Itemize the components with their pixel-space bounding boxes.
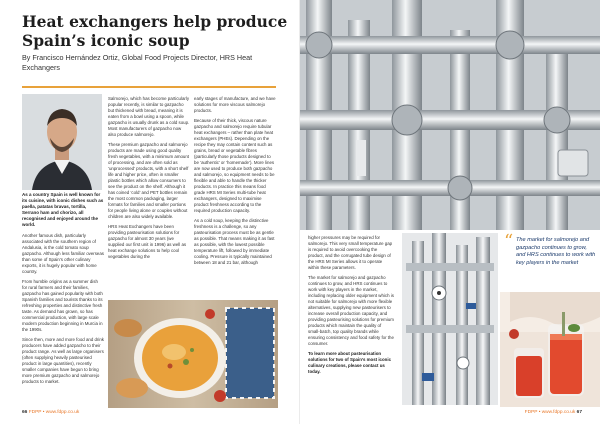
folio-left	[22, 410, 79, 415]
paragraph: These premium gazpacho and salmorejo products are made using good quality fresh vegetables, with a minimum amount of processing, and are often sold as ‘unprocessed’ products, with a short shelf life and higher price, often in smaller plastic bottles which allow consumers to see the product on the shelf. Although it has coined ‘cold’ and PET bottles remain the most common packaging, larger formats for families and smaller portions for people living alone or couples without children are also widely available.	[108, 142, 190, 219]
article-headline: Heat exchangers help produce Spain’s iconic soup	[22, 12, 288, 50]
paragraph: The market for salmorejo and gazpacho continues to grow, and HRS continues to work with key players in the market, including replacing older equipment which is not suitable for salmorejo with more flexible alternatives, supplying new pasteurisers to increase overall production capacity, and providing pasteurising solutions for premium products which maintain the quality of small-batch, top quality brands while ensuring consistency and food safety for the consumer.	[308, 275, 394, 346]
quote-mark-icon: “	[504, 231, 514, 252]
folio-right	[525, 410, 582, 415]
contact-callout: To learn more about pasteurisation solutions for two of Spain’s most iconic culinary creations, please contact us today.	[308, 351, 392, 374]
left-column-1	[22, 233, 104, 389]
page-number-left: 66	[22, 410, 28, 415]
article-byline: By Francisco Hernández Ortiz, Global Food Projects Director, HRS Heat Exchangers	[22, 53, 253, 72]
pull-quote-text: The market for salmorejo and gazpacho continues to grow, and HRS continues to work with key players in the market	[516, 237, 596, 266]
heat-exchanger-photo	[402, 233, 498, 405]
paragraph: HRS Heat Exchangers have been providing pasteurisation solutions for gazpacho for almost 30 years (we supplied our first unit in 1996) as well as heat exchange solutions to help cool vegetables during the	[108, 224, 187, 259]
lead-caption: As a country Spain is well known for its cuisine, with iconic dishes such as paella, patatas bravas, tortilla, Serrano ham and chorizo, all recognised and enjoyed around the world.	[22, 192, 104, 227]
page-number-right: 67	[576, 410, 582, 415]
folio-left-text: FDPP • www.fdpp.co.uk	[28, 410, 80, 415]
paragraph: As a cold soup, keeping the distinctive freshness is a challenge, so any pasteurisation process must be as gentle as possible. That means making it as fast as possible, with the lowest possible temperature lift, followed by immediate cooling. Pressure is typically maintained between 18 and 21 bar, although	[194, 218, 275, 265]
paragraph: Another famous dish, particularly associated with the southern region of Andalusia, is the cold tomato soup gazpacho. Although less familiar overseas than some of Spain’s other culinary exports, it is hugely popular with home country.	[22, 233, 105, 274]
pipework-photo	[300, 0, 600, 230]
gazpacho-photo	[108, 300, 278, 408]
gazpacho-glasses-photo	[500, 292, 600, 407]
folio-right-text: FDPP • www.fdpp.co.uk	[524, 410, 576, 415]
left-column-2	[108, 96, 190, 264]
paragraph: From humble origins as a summer dish for rural farmers and their families, gazpacho has gained popularity with both Spanish families and tourists thanks to its refreshing properties and distinctive fresh taste. As demand has grown, so has commercial production, with large scale modern production beginning in Murcia in the 1990s.	[22, 279, 103, 332]
pull-quote	[504, 231, 596, 295]
paragraph: Since then, more and more food and drink producers have added gazpacho to their product range. As well as large organisers (often supplying heavily pasteurised product in large quantities), recently smaller companies have begun to bring more premium gazpacho and salmorejo products to market.	[22, 337, 105, 384]
left-column-3	[194, 96, 276, 270]
right-page	[300, 0, 600, 424]
headline-rule	[22, 86, 276, 88]
right-column-1	[308, 235, 394, 379]
paragraph: early stages of manufacture, and we have solutions for more viscous salmorejo products.	[194, 96, 276, 113]
paragraph: Because of their thick, viscous nature gazpacho and salmorejo require tubular heat exchangers – rather than plate heat exchangers (PHEs). Depending on the recipe they may contain content such as grains, bread or vegetable fibres (particularly those products designed to be ‘authentic’ or ‘homemade’). More lines are now used to produce both gazpacho and salmorejo, so equipment needs to be flexible and able to handle the thicker products. In practice this means food grade HRS MI Series multi-tube heat exchangers, designed to maximise product freshness according to the required production capacity.	[194, 118, 275, 213]
paragraph: Salmorejo, which has become particularly popular recently, is similar to gazpacho but thickened with bread, meaning it is eaten from a bowl using a spoon, while gazpacho is usually drunk as a cold soup. Most manufacturers of gazpacho now also produce salmorejo.	[108, 96, 190, 137]
author-portrait	[22, 94, 102, 190]
paragraph: higher pressures may be required for salmorejo. This very small temperature gap is required to avoid overcooking the product, and the corrugated tube design of the HRS MI Series allows it to operate within these parameters.	[308, 235, 393, 270]
